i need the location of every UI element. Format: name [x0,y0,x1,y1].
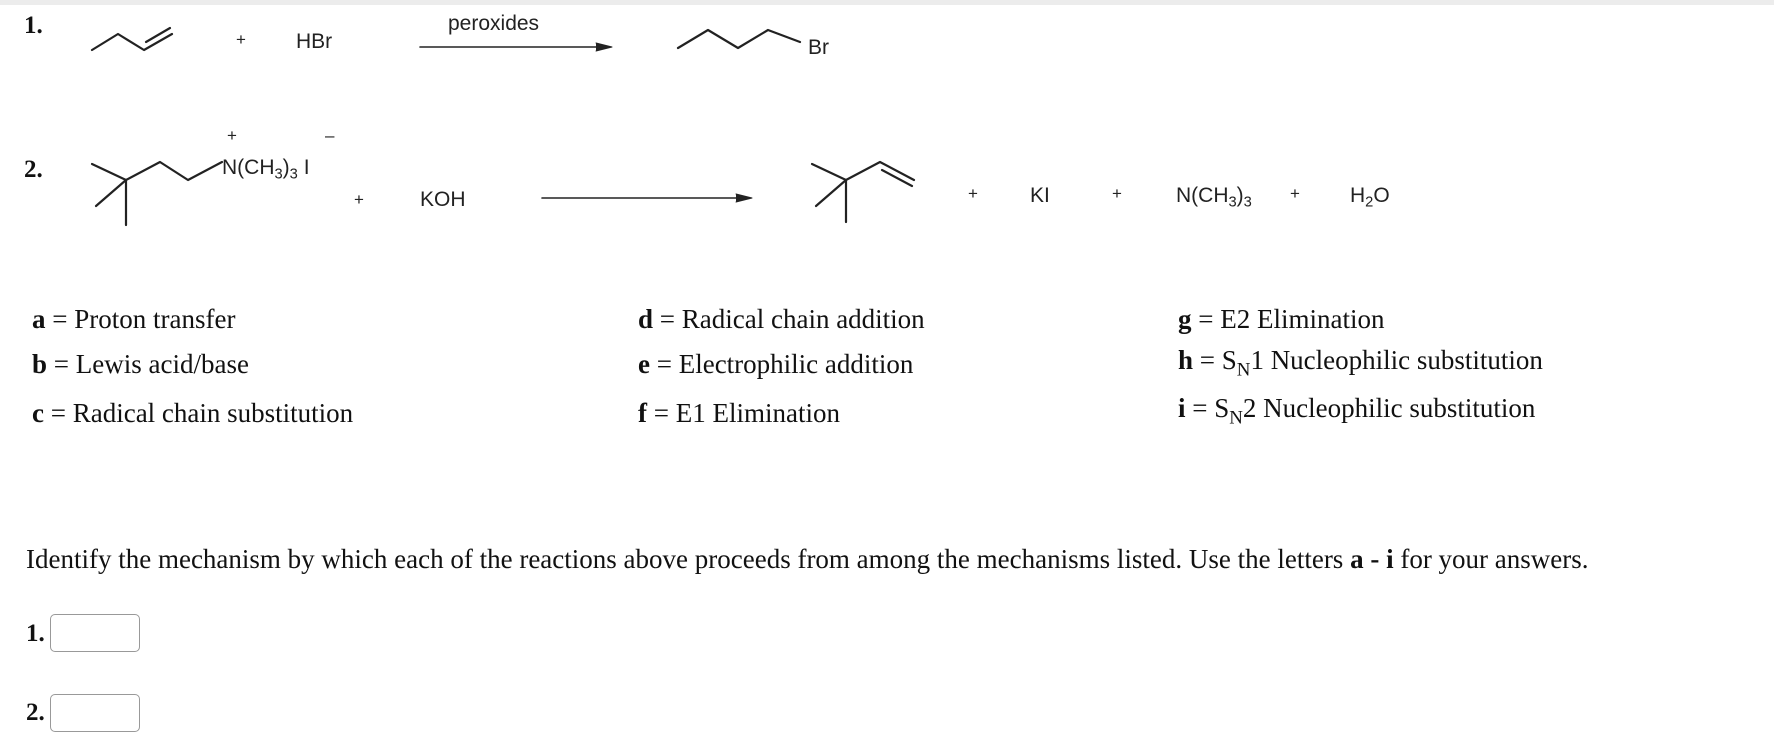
mechanism-h: $h = S_N1$ Nucleophilic substitution [1178,345,1543,381]
answer-2-label: 2. [26,699,45,726]
reaction-1-number: 1. [24,12,43,39]
answer-1-input[interactable] [50,614,140,652]
ammonium-positive-charge: + [227,126,237,145]
reaction-2-arrow [542,194,752,202]
mechanism-g: g = E2 Elimination [1178,304,1385,334]
bromopropane-structure [678,30,800,48]
reaction-2-plus-3: + [1112,184,1122,203]
ammonium-group-label: $N(CH_3)_3$ I [222,156,310,183]
reaction-1-plus: + [236,30,246,49]
product-ki: KI [1030,184,1050,207]
mechanism-i: $i = S_N2$ Nucleophilic substitution [1178,393,1536,429]
mechanism-d: d = Radical chain addition [638,304,925,334]
mechanism-c: c = Radical chain substitution [32,398,354,428]
iodide-negative-charge: – [325,126,335,145]
mechanism-a: a = Proton transfer [32,304,236,334]
reaction-1-reagent: HBr [296,30,333,53]
reaction-1-product-label: Br [808,36,829,59]
ammonium-salt-structure [92,162,222,225]
reaction-1-arrow [420,43,612,51]
reaction-2-plus: + [354,190,364,209]
propene-structure [92,28,172,50]
reaction-1-condition: peroxides [448,12,540,35]
reaction-2-reagent: KOH [420,188,466,211]
answer-1-label: 1. [26,620,45,647]
reaction-2-plus-2: + [968,184,978,203]
mechanism-b: b = Lewis acid/base [32,349,249,379]
question-text: Identify the mechanism by which each of the reactions above proceeds from among the mechanisms listed. Use the letters a - i for your answers. [26,544,1589,574]
alkene-product-structure [812,162,914,222]
reaction-2-plus-4: + [1290,184,1300,203]
reaction-2-number: 2. [24,156,43,183]
answer-2-input[interactable] [50,694,140,732]
product-trimethylamine: $N(CH_3)_3$ [1176,184,1252,211]
mechanism-f: f = E1 Elimination [638,398,840,428]
mechanism-e: e = Electrophilic addition [638,349,914,379]
product-water: $H_2O$ [1350,184,1390,211]
